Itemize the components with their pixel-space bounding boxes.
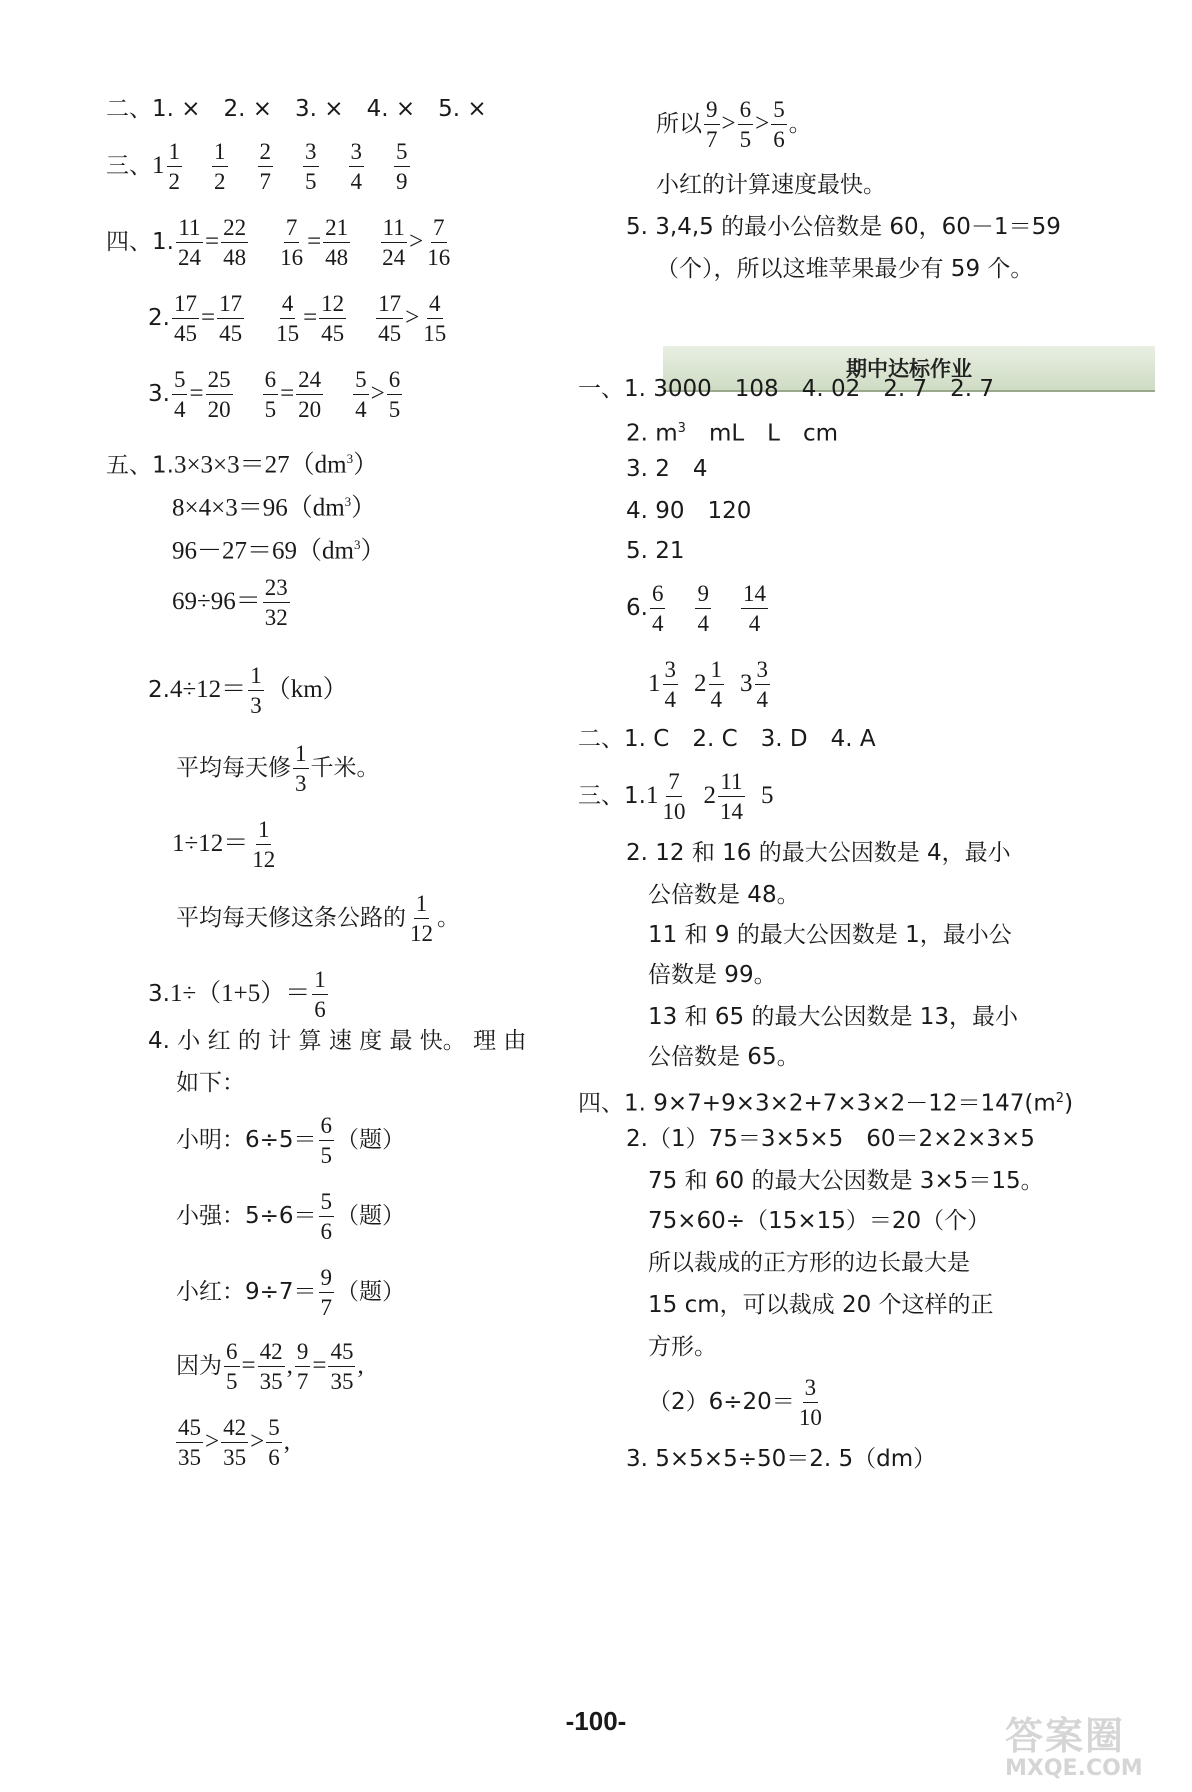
text: 。 — [437, 905, 460, 931]
midterm-4-q3: 3. 5×5×5÷50＝2. 5（dm） — [626, 1446, 937, 1472]
midterm-1-q1: 一、1. 3000 108 4. 02 2. 7 2. 7 — [578, 376, 994, 402]
midterm-1-q6 — [626, 578, 770, 638]
fraction: $\frac{17}{45}$ — [219, 290, 243, 346]
fraction: $\frac{11}{14}$ — [719, 768, 743, 824]
section-banner: 期中达标作业 — [663, 346, 1155, 392]
operator: = — [312, 1352, 327, 1379]
fraction: $\frac{25}{20}$ — [207, 366, 231, 422]
equation: 1÷12＝ — [172, 830, 249, 857]
section-3-label: 三、1. — [578, 783, 646, 809]
fraction: $\frac{1}{3}$ — [250, 662, 262, 718]
midterm-3-q2-f: 公倍数是 65。 — [648, 1044, 800, 1070]
midterm-4-q1: 四、1. $9\times 7+9\times 3\times 2+7\times 3\times 2-12=147(m^2)$ — [578, 1090, 1074, 1117]
fraction: $\frac{5}{9}$ — [396, 138, 408, 194]
equation: 8×4×3＝96（dm — [172, 494, 345, 522]
operator: = — [204, 228, 220, 255]
whole: 1 — [648, 670, 661, 697]
unit: （题） — [336, 1203, 406, 1229]
fraction: $\frac{9}{4}$ — [697, 580, 709, 636]
fraction: $\frac{6}{5}$ — [226, 1338, 238, 1394]
because-line — [176, 1336, 364, 1396]
fraction: $\frac{3}{4}$ — [756, 656, 768, 712]
punct: , — [286, 1352, 293, 1379]
section-5-q1-line2: $8\times 4\times 3=96(dm^3)$ — [172, 494, 377, 522]
operator: > — [405, 304, 420, 331]
text: mL L cm — [685, 420, 839, 447]
answer: 5 — [760, 782, 774, 809]
fraction: $\frac{24}{20}$ — [298, 366, 322, 422]
fraction: $\frac{1}{12}$ — [410, 890, 433, 946]
midterm-3-q2-d: 倍数是 99。 — [648, 962, 777, 988]
text: 所以 — [656, 111, 702, 137]
fastest-text: 小红的计算速度最快。 — [656, 172, 886, 198]
q4-label: 4. — [148, 1028, 170, 1054]
text: 平均每天修这条公路的 — [176, 905, 406, 931]
fraction: $\frac{7}{16}$ — [427, 214, 451, 270]
fraction: $\frac{42}{35}$ — [223, 1414, 247, 1470]
equation: （2）6÷20＝ — [648, 1389, 795, 1415]
fraction: $\frac{5}{6}$ — [773, 96, 785, 152]
q5-line2: （个），所以这堆苹果最少有 59 个。 — [656, 256, 1034, 282]
section-5-q3 — [148, 964, 330, 1024]
xiaoming-line — [176, 1110, 405, 1170]
fraction: $\frac{6}{5}$ — [264, 366, 277, 422]
fraction: $\frac{45}{35}$ — [330, 1338, 354, 1394]
fraction: $\frac{17}{45}$ — [173, 290, 197, 346]
operator: > — [370, 380, 385, 407]
operator: > — [755, 110, 770, 137]
midterm-4-q2-b: 75 和 60 的最大公因数是 3×5＝15。 — [648, 1168, 1044, 1194]
text: 因为 — [176, 1353, 222, 1379]
section-5-q2-text2 — [176, 888, 460, 948]
xiaoqiang-line — [176, 1186, 405, 1246]
watermark — [1005, 1705, 1185, 1787]
operator: = — [241, 1352, 256, 1379]
midterm-4-q2-a: 2.（1）75＝3×5×5 60＝2×2×3×5 — [626, 1126, 1035, 1152]
section-4-q3 — [148, 364, 404, 424]
section-4-label: 四、1. — [106, 229, 174, 255]
page-number: -100- — [565, 1706, 627, 1736]
operator: = — [303, 304, 318, 331]
midterm-3-q2-a: 2. 12 和 16 的最大公因数是 4，最小 — [626, 840, 1011, 866]
section-5-q2-calc — [172, 814, 279, 874]
fraction: $\frac{6}{5}$ — [320, 1112, 333, 1168]
fraction: $\frac{42}{35}$ — [259, 1338, 283, 1394]
fraction: $\frac{9}{7}$ — [320, 1264, 333, 1320]
operator: > — [721, 110, 736, 137]
equation: 69÷96＝ — [172, 588, 261, 615]
fraction: $\frac{5}{6}$ — [268, 1414, 280, 1470]
section-5-q4-line2: 如下： — [176, 1070, 245, 1096]
midterm-1-q4: 4. 90 120 — [626, 498, 752, 524]
fraction: $\frac{1}{4}$ — [710, 656, 722, 712]
section-5-q2 — [148, 660, 348, 720]
q2-label: 2. — [148, 305, 170, 331]
unit: （km） — [265, 676, 348, 703]
unit: （题） — [336, 1127, 406, 1153]
midterm-1-q5: 5. 21 — [626, 538, 685, 564]
midterm-4-q2-g — [648, 1372, 826, 1432]
fraction: $\frac{5}{4}$ — [173, 366, 186, 422]
operator: > — [205, 1428, 220, 1455]
fraction: $\frac{11}{24}$ — [177, 214, 201, 270]
fraction: $\frac{21}{48}$ — [325, 214, 349, 270]
fraction: $\frac{5}{6}$ — [320, 1188, 333, 1244]
fraction: $\frac{4}{15}$ — [423, 290, 447, 346]
fraction: $\frac{4}{15}$ — [276, 290, 300, 346]
punct: , — [283, 1428, 290, 1455]
fraction: $\frac{6}{4}$ — [651, 580, 664, 636]
punct: 。 — [788, 111, 812, 137]
fraction: $\frac{9}{7}$ — [706, 96, 718, 152]
midterm-4-q2-f: 方形。 — [648, 1334, 717, 1360]
text: 2. m — [626, 420, 678, 447]
operator: = — [200, 304, 216, 331]
fraction: $\frac{14}{4}$ — [742, 580, 766, 636]
midterm-3-q1 — [578, 766, 773, 826]
midterm-4-q2-d: 所以裁成的正方形的边长最大是 — [648, 1250, 970, 1276]
q5-line1: 5. 3,4,5 的最小公倍数是 60，60－1＝59 — [626, 214, 1061, 240]
text: 千米。 — [310, 755, 380, 781]
midterm-1-q3: 3. 2 4 — [626, 456, 708, 482]
fraction: $\frac{45}{35}$ — [178, 1414, 201, 1470]
watermark-logo-text: 答案圈 — [1005, 1714, 1126, 1758]
text: 小 红 的 计 算 速 度 最 快。 理 由 — [177, 1028, 527, 1054]
whole: 3 — [740, 670, 753, 697]
fraction: $\frac{3}{10}$ — [798, 1374, 822, 1430]
midterm-1-q6-mixed — [648, 654, 772, 714]
fraction: $\frac{1}{12}$ — [252, 816, 276, 872]
fraction: $\frac{7}{10}$ — [662, 768, 686, 824]
equation: 四、1. 9×7+9×3×2+7×3×2－12＝147(m — [578, 1090, 1056, 1117]
fraction: $\frac{1}{2}$ — [168, 138, 180, 194]
section-5-q1-line3: $96-27=69(dm^3)$ — [172, 537, 386, 565]
xiaohong-line — [176, 1262, 405, 1322]
fraction: $\frac{3}{4}$ — [664, 656, 676, 712]
operator: > — [250, 1428, 265, 1455]
equation: 96－27＝69（dm — [172, 537, 354, 565]
text: 平均每天修 — [176, 755, 291, 781]
so-line — [656, 94, 812, 154]
whole: 1 — [645, 782, 659, 809]
section-5-q4-line1 — [148, 1024, 526, 1058]
fraction: $\frac{1}{3}$ — [295, 740, 307, 796]
section-5-q1-line4 — [172, 572, 292, 632]
midterm-3-q2-e: 13 和 65 的最大公因数是 13，最小 — [648, 1004, 1019, 1030]
fraction: $\frac{7}{16}$ — [280, 214, 304, 270]
fraction: $\frac{3}{4}$ — [350, 138, 362, 194]
unit: （题） — [336, 1279, 406, 1305]
section-2-answers: 二、1. × 2. × 3. × 4. × 5. × — [106, 96, 487, 122]
fraction: $\frac{1}{2}$ — [214, 138, 226, 194]
equation: 1÷（1+5）＝ — [169, 980, 311, 1007]
fraction: $\frac{5}{4}$ — [355, 366, 367, 422]
q3-label: 3. — [148, 981, 170, 1007]
q3-label: 3. — [148, 381, 170, 407]
midterm-3-q2-c: 11 和 9 的最大公因数是 1，最小公 — [648, 922, 1012, 948]
fraction: $\frac{11}{24}$ — [382, 214, 406, 270]
section-3-answers — [106, 136, 412, 196]
q6-label: 6. — [626, 595, 648, 621]
fraction: $\frac{2}{7}$ — [259, 138, 271, 194]
equation: 小强：5÷6＝ — [176, 1203, 317, 1229]
fraction: $\frac{6}{5}$ — [739, 96, 752, 152]
s3-whole-1: 1 — [152, 152, 165, 179]
section-4-q2 — [148, 288, 450, 348]
operator: > — [409, 228, 424, 255]
operator: = — [280, 380, 295, 407]
section-3-label: 三、 — [106, 153, 152, 179]
operator: = — [307, 228, 322, 255]
compare-line — [174, 1412, 290, 1472]
midterm-2: 二、1. C 2. C 3. D 4. A — [578, 726, 876, 752]
whole: 2 — [703, 782, 716, 809]
midterm-3-q2-b: 公倍数是 48。 — [648, 882, 800, 908]
fraction: $\frac{22}{48}$ — [223, 214, 247, 270]
equation: 4÷12＝ — [169, 676, 247, 703]
fraction: $\frac{23}{32}$ — [264, 574, 288, 630]
fraction: $\frac{9}{7}$ — [296, 1338, 309, 1394]
section-5-label: 五、1. — [106, 452, 174, 479]
midterm-4-q2-c: 75×60÷（15×15）＝20（个） — [648, 1208, 991, 1234]
fraction: $\frac{3}{5}$ — [305, 138, 317, 194]
midterm-1-q2: 2. $m^3$ mL L cm — [626, 420, 839, 447]
fraction: $\frac{6}{5}$ — [388, 366, 401, 422]
fraction: $\frac{1}{6}$ — [314, 966, 326, 1022]
equation: 3×3×3＝27（dm — [173, 451, 347, 479]
equation: 小明：6÷5＝ — [176, 1127, 317, 1153]
q2-label: 2. — [148, 677, 170, 703]
watermark-url: MXQE.COM — [1005, 1756, 1143, 1781]
operator: = — [189, 380, 204, 407]
section-5-q1-line1: 五、$1.3\times 3\times 3=27(dm^3)$ — [106, 451, 379, 479]
fraction: $\frac{17}{45}$ — [378, 290, 402, 346]
punct: , — [357, 1352, 364, 1379]
fraction: $\frac{12}{45}$ — [321, 290, 345, 346]
equation: 小红：9÷7＝ — [176, 1279, 317, 1305]
midterm-4-q2-e: 15 cm，可以裁成 20 个这样的正 — [648, 1292, 994, 1318]
whole: 2 — [694, 670, 707, 697]
section-4-q1 — [106, 212, 454, 272]
section-5-q2-text1 — [176, 738, 380, 798]
